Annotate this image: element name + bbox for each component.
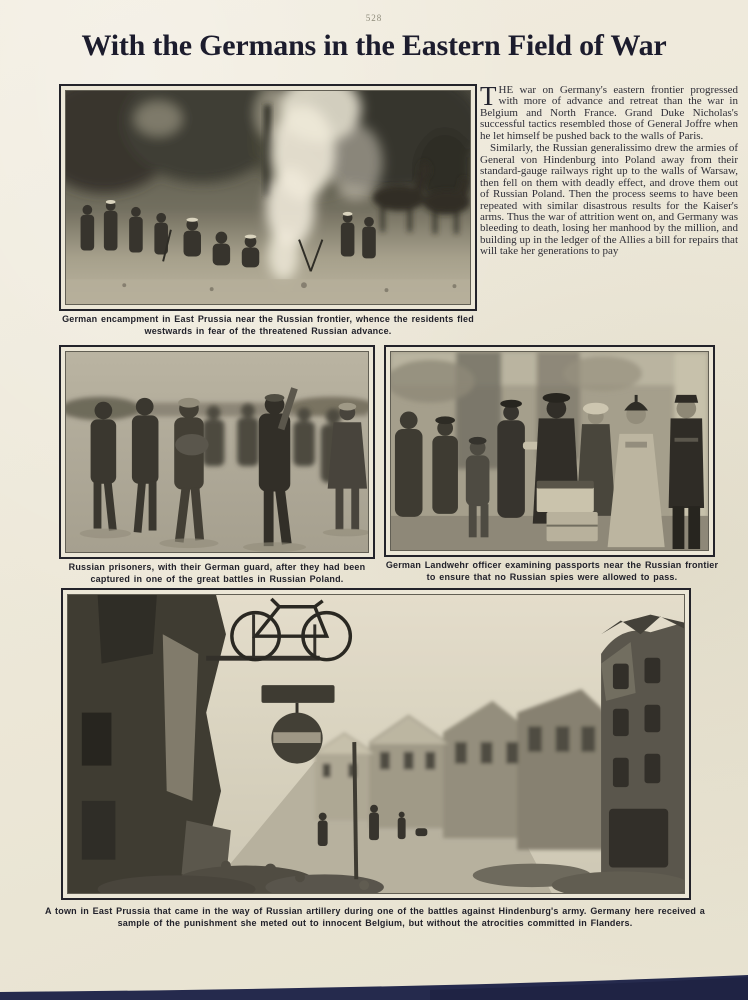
caption-encampment: German encampment in East Prussia near the Russian frontier, whence the residents fled westwards in fear of the threatened Russian advance. [62, 314, 474, 336]
photo-passports [391, 352, 708, 550]
shop-sign [261, 685, 334, 703]
tree-trunk [264, 105, 271, 196]
article-paragraph-1 [480, 81, 738, 142]
page-number: 528 [365, 13, 383, 23]
caption-town: A town in East Prussia that came in the way of Russian artillery during one of the battles against Hindenburg's army. Germany here received a sample of the punishment she meted out to innocent Belgium, but without the atrocities committed in Flanders. [44, 906, 705, 928]
drop-cap: T [480, 81, 497, 111]
ruined-building-right [601, 615, 684, 893]
photo-prisoners [66, 352, 368, 552]
paragraph-1-text: HE war on Germany's eastern frontier progressed with more of advance and retreat than the war in Belgium and North France. Grand Duke Nicholas's successful tactics resembled those of General Joffre when he let himself be pushed back to the walls of Paris. [480, 84, 738, 142]
caption-passports: German Landwehr officer examining passports near the Russian frontier to ensure that no Russian spies were allowed to pass. [385, 560, 719, 582]
camp-ground [66, 279, 470, 304]
photo-encampment [66, 91, 470, 304]
page-title: With the Germans in the Eastern Field of War [81, 29, 667, 62]
photo-town [68, 595, 684, 893]
figure-encampment [59, 84, 477, 311]
figure-passports [384, 345, 715, 557]
figure-town [61, 588, 691, 900]
caption-prisoners: Russian prisoners, with their German guard, after they had been captured in one of the great battles in Russian Poland. [68, 562, 366, 584]
article-column [480, 81, 738, 258]
ruined-building-left [68, 595, 231, 893]
page-bottom-backdrop [0, 968, 748, 1000]
figure-prisoners [59, 345, 375, 559]
lamp-post [354, 742, 356, 879]
article-paragraph-2: Similarly, the Russian generalissimo drew the armies of General von Hindenburg into Poland away from their standard-gauge railways right up to the walls of Warsaw, then fell on them with deadly effect, and drove them out of Russian Poland. Then the process seems to have been repeated with similar disastrous results for the Kaiser's arms. Thus the war of attrition went on, and Germany was bleeding to death, losing her manhood by the million, and building up in the ledger of the Allies a bill for repairs that will take her generations to pay [480, 142, 738, 258]
